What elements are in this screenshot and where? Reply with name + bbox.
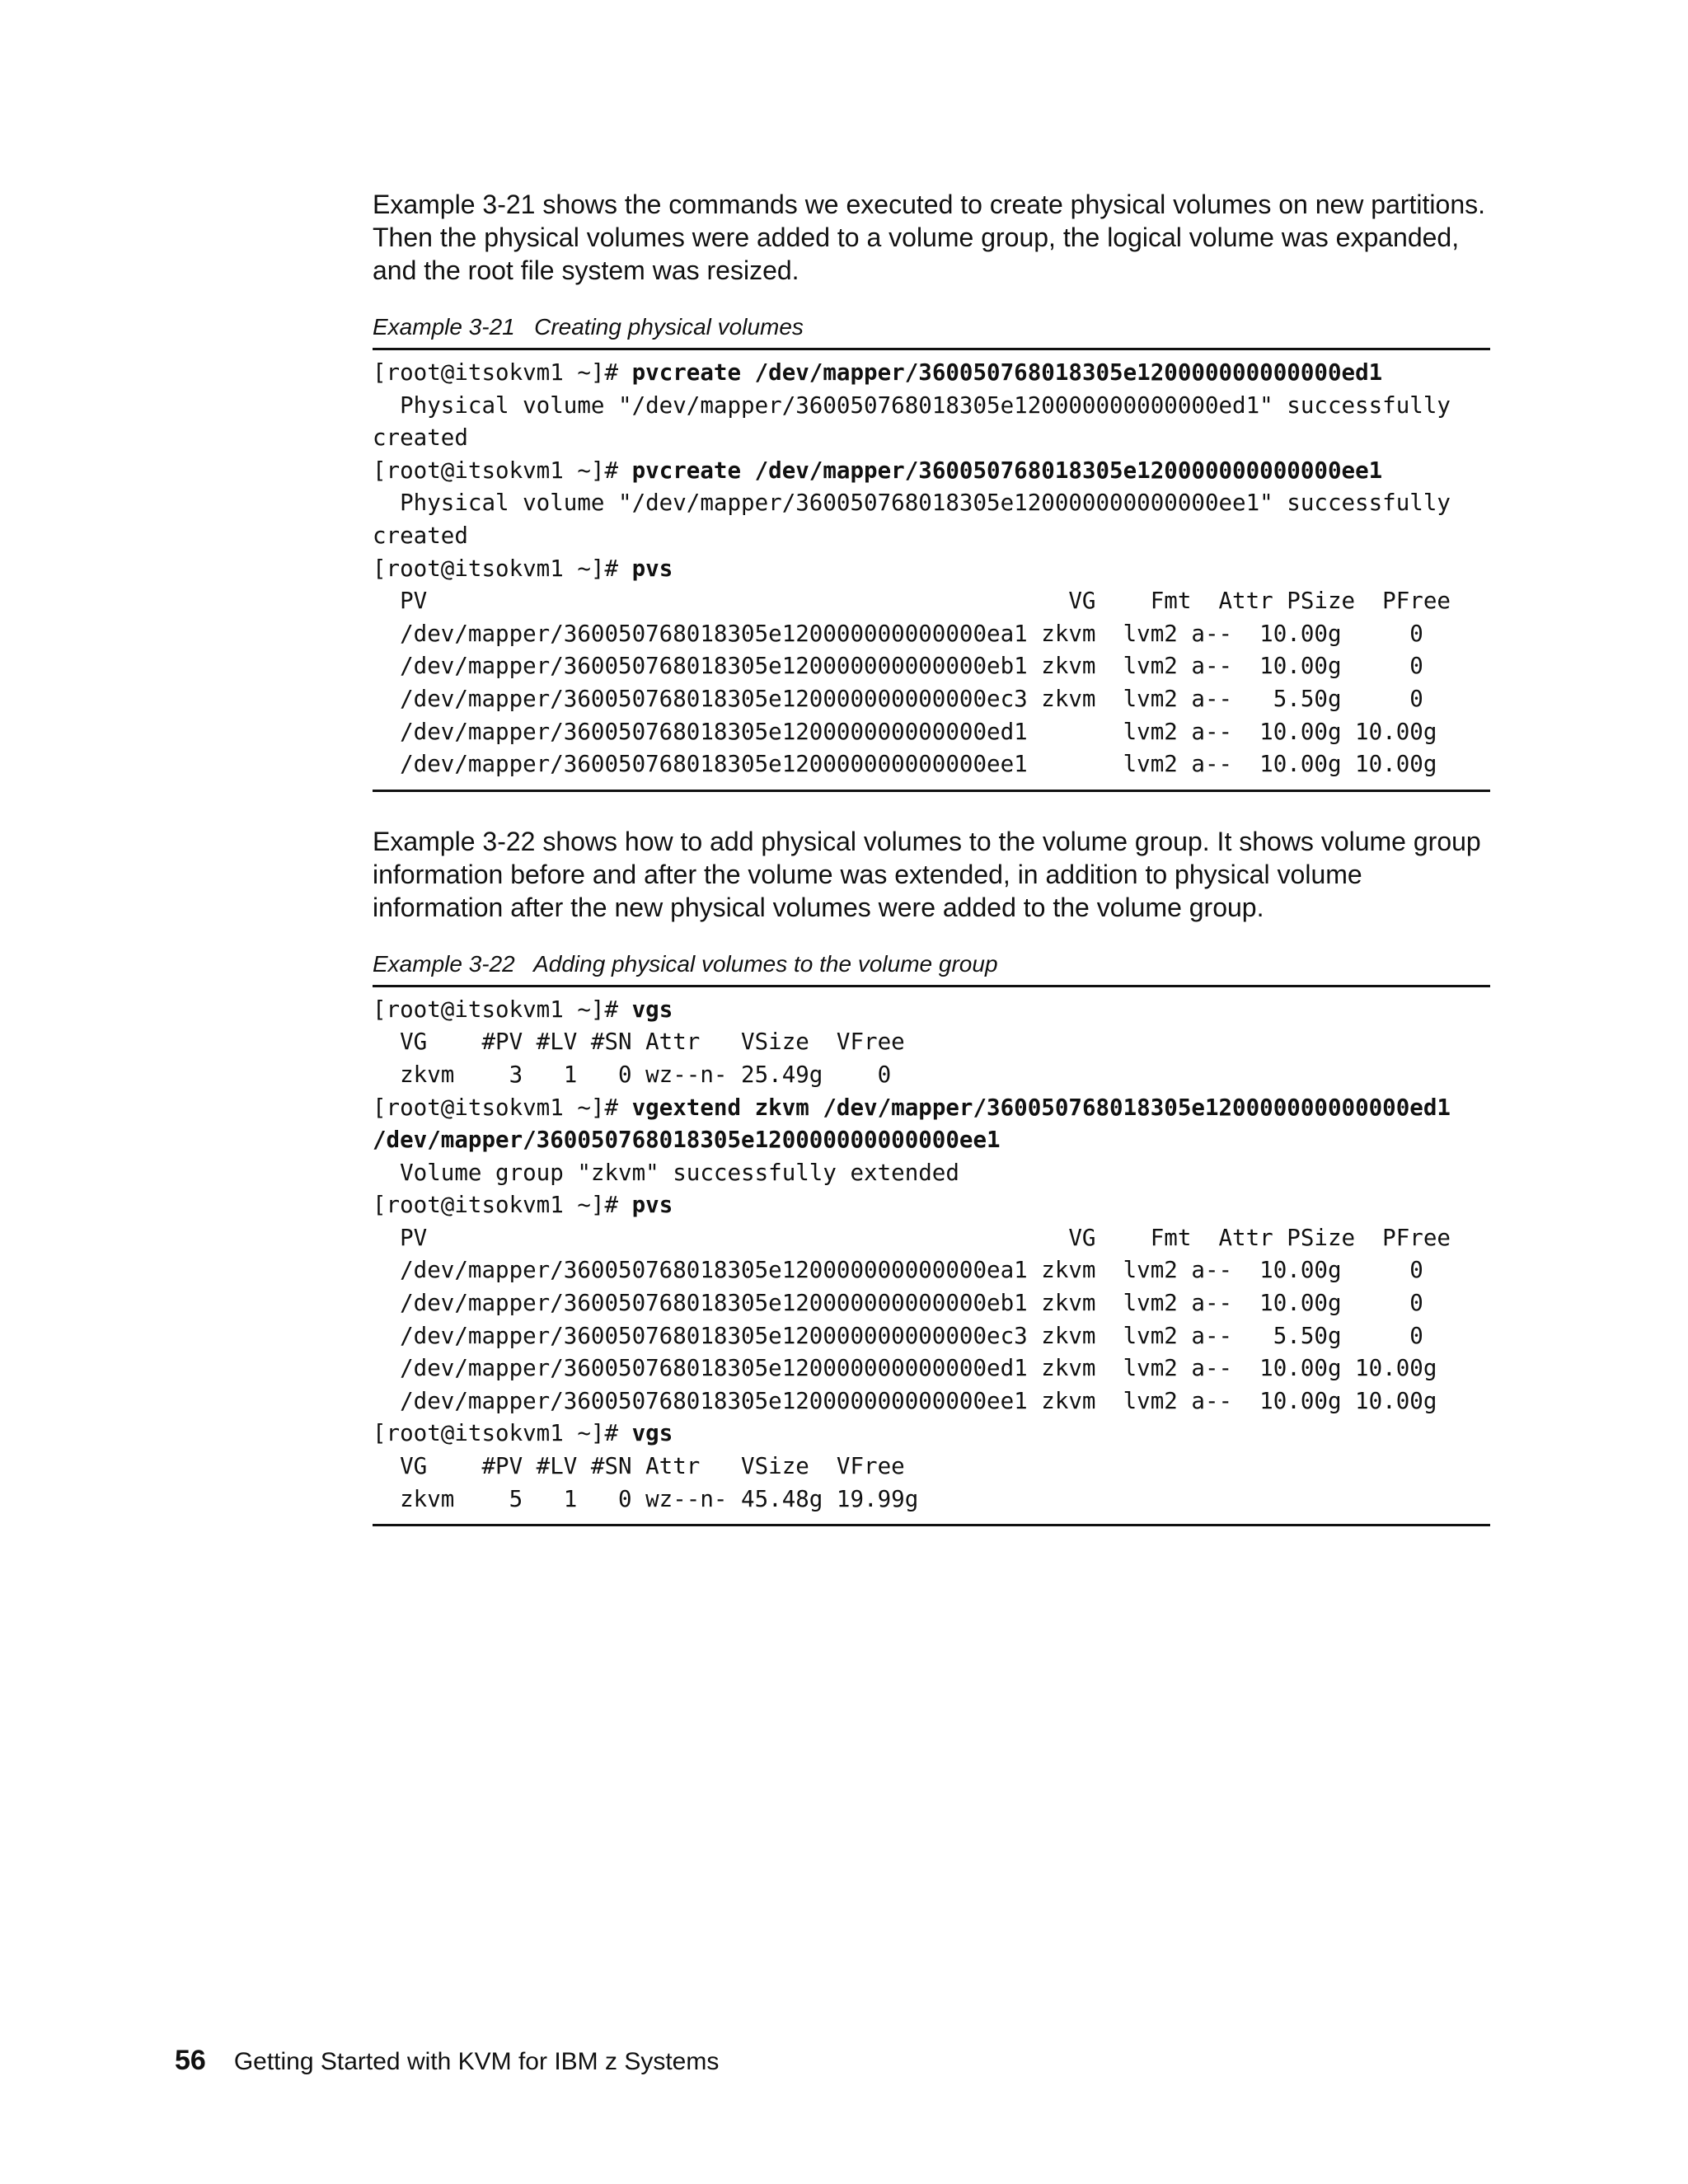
code-output-text: PV VG Fmt Attr PSize PFree bbox=[373, 588, 1451, 615]
book-title: Getting Started with KVM for IBM z Systems bbox=[233, 2048, 720, 2075]
code-line bbox=[373, 1385, 1490, 1418]
code-line bbox=[373, 618, 1490, 651]
code-line bbox=[373, 748, 1490, 781]
code-line bbox=[373, 1254, 1490, 1287]
code-line bbox=[373, 1418, 1490, 1451]
code-line bbox=[373, 1189, 1490, 1222]
code-output-text: /dev/mapper/360050768018305e120000000000000ec3 zkvm lvm2 a-- 5.50g 0 bbox=[373, 685, 1423, 712]
code-line bbox=[373, 650, 1490, 683]
code-output-text: /dev/mapper/360050768018305e120000000000000ed1 zkvm lvm2 a-- 10.00g 10.00g bbox=[373, 1355, 1437, 1382]
code-line bbox=[373, 520, 1490, 553]
page-footer bbox=[175, 2044, 719, 2079]
code-line bbox=[373, 422, 1490, 455]
code-output-text: Physical volume "/dev/mapper/360050768018305e120000000000000ee1" successfully bbox=[373, 490, 1451, 517]
code-output-text: PV VG Fmt Attr PSize PFree bbox=[373, 1224, 1451, 1251]
code-line bbox=[373, 716, 1490, 749]
intro-paragraph-2: Example 3-22 shows how to add physical volumes to the volume group. It shows volume group information before and after the volume was extended, in addition to physical volume information after the new physical volumes were added to the volume group. bbox=[373, 826, 1481, 922]
code-line bbox=[373, 1287, 1490, 1320]
code-line bbox=[373, 1451, 1490, 1483]
code-output-text: zkvm 5 1 0 wz--n- 45.48g 19.99g bbox=[373, 1485, 919, 1512]
code-output-text: /dev/mapper/360050768018305e120000000000000ea1 zkvm lvm2 a-- 10.00g 0 bbox=[373, 620, 1423, 647]
example-3-22-caption bbox=[373, 950, 1490, 978]
code-line bbox=[373, 455, 1490, 488]
code-output-text: /dev/mapper/360050768018305e120000000000000ea1 zkvm lvm2 a-- 10.00g 0 bbox=[373, 1257, 1423, 1284]
example-title: Adding physical volumes to the volume group bbox=[533, 950, 998, 977]
command-text: pvcreate /dev/mapper/360050768018305e120000000000000ee1 bbox=[631, 457, 1383, 484]
code-line bbox=[373, 994, 1490, 1027]
code-output-text: VG #PV #LV #SN Attr VSize VFree bbox=[373, 1029, 905, 1056]
code-output-text: /dev/mapper/360050768018305e120000000000000ee1 lvm2 a-- 10.00g 10.00g bbox=[373, 751, 1437, 778]
code-output-text: [root@itsokvm1 ~]# bbox=[373, 457, 632, 484]
command-text: vgs bbox=[631, 1420, 673, 1447]
code-output-text: [root@itsokvm1 ~]# bbox=[373, 555, 632, 582]
code-line bbox=[373, 683, 1490, 716]
command-text: vgs bbox=[631, 996, 673, 1023]
example-label: Example 3-21 bbox=[373, 314, 515, 340]
code-output-text: /dev/mapper/360050768018305e120000000000000ee1 zkvm lvm2 a-- 10.00g 10.00g bbox=[373, 1387, 1437, 1414]
example-3-21-code-block bbox=[373, 348, 1490, 792]
command-text: pvs bbox=[631, 1192, 673, 1219]
code-output-text: [root@itsokvm1 ~]# bbox=[373, 1420, 632, 1447]
example-title: Creating physical volumes bbox=[534, 314, 804, 340]
code-output-text: /dev/mapper/360050768018305e120000000000000eb1 zkvm lvm2 a-- 10.00g 0 bbox=[373, 1290, 1423, 1317]
code-output-text: created bbox=[373, 522, 468, 549]
code-line bbox=[373, 1352, 1490, 1385]
code-output-text: Physical volume "/dev/mapper/360050768018305e120000000000000ed1" successfully bbox=[373, 391, 1451, 419]
code-line bbox=[373, 487, 1490, 520]
code-line bbox=[373, 1483, 1490, 1516]
code-line bbox=[373, 1059, 1490, 1092]
code-output-text: created bbox=[373, 424, 468, 452]
code-output-text: [root@itsokvm1 ~]# bbox=[373, 1192, 632, 1219]
code-line bbox=[373, 585, 1490, 618]
code-listing bbox=[373, 357, 1490, 781]
example-3-22-code-block bbox=[373, 985, 1490, 1527]
code-line bbox=[373, 553, 1490, 586]
code-line bbox=[373, 357, 1490, 390]
page-content bbox=[373, 188, 1490, 1526]
page-number: 56 bbox=[175, 2045, 206, 2076]
command-text: pvs bbox=[631, 555, 673, 582]
command-text: /dev/mapper/360050768018305e120000000000000ee1 bbox=[373, 1127, 1001, 1154]
example-3-21-caption bbox=[373, 313, 1490, 341]
code-output-text: zkvm 3 1 0 wz--n- 25.49g 0 bbox=[373, 1061, 892, 1088]
code-line bbox=[373, 1222, 1490, 1255]
code-output-text: [root@itsokvm1 ~]# bbox=[373, 359, 632, 386]
code-output-text: [root@itsokvm1 ~]# bbox=[373, 996, 632, 1023]
code-output-text: /dev/mapper/360050768018305e120000000000000ed1 lvm2 a-- 10.00g 10.00g bbox=[373, 718, 1437, 745]
code-line bbox=[373, 390, 1490, 423]
code-line bbox=[373, 1026, 1490, 1059]
command-text: vgextend zkvm /dev/mapper/360050768018305e120000000000000ed1 bbox=[631, 1094, 1451, 1121]
code-line bbox=[373, 1124, 1490, 1157]
code-listing bbox=[373, 994, 1490, 1516]
code-output-text: [root@itsokvm1 ~]# bbox=[373, 1094, 632, 1121]
code-line bbox=[373, 1157, 1490, 1190]
intro-paragraph-1: Example 3-21 shows the commands we executed to create physical volumes on new partitions. Then the physical volumes were added to a volume group, the logical volume was expanded, and the root file system was resized. bbox=[373, 190, 1486, 285]
code-line bbox=[373, 1320, 1490, 1353]
example-label: Example 3-22 bbox=[373, 950, 515, 977]
command-text: pvcreate /dev/mapper/360050768018305e120000000000000ed1 bbox=[631, 359, 1383, 386]
code-output-text: Volume group "zkvm" successfully extended bbox=[373, 1159, 959, 1186]
code-line bbox=[373, 1092, 1490, 1125]
code-output-text: /dev/mapper/360050768018305e120000000000000eb1 zkvm lvm2 a-- 10.00g 0 bbox=[373, 653, 1423, 680]
code-output-text: /dev/mapper/360050768018305e120000000000000ec3 zkvm lvm2 a-- 5.50g 0 bbox=[373, 1322, 1423, 1349]
code-output-text: VG #PV #LV #SN Attr VSize VFree bbox=[373, 1453, 905, 1480]
